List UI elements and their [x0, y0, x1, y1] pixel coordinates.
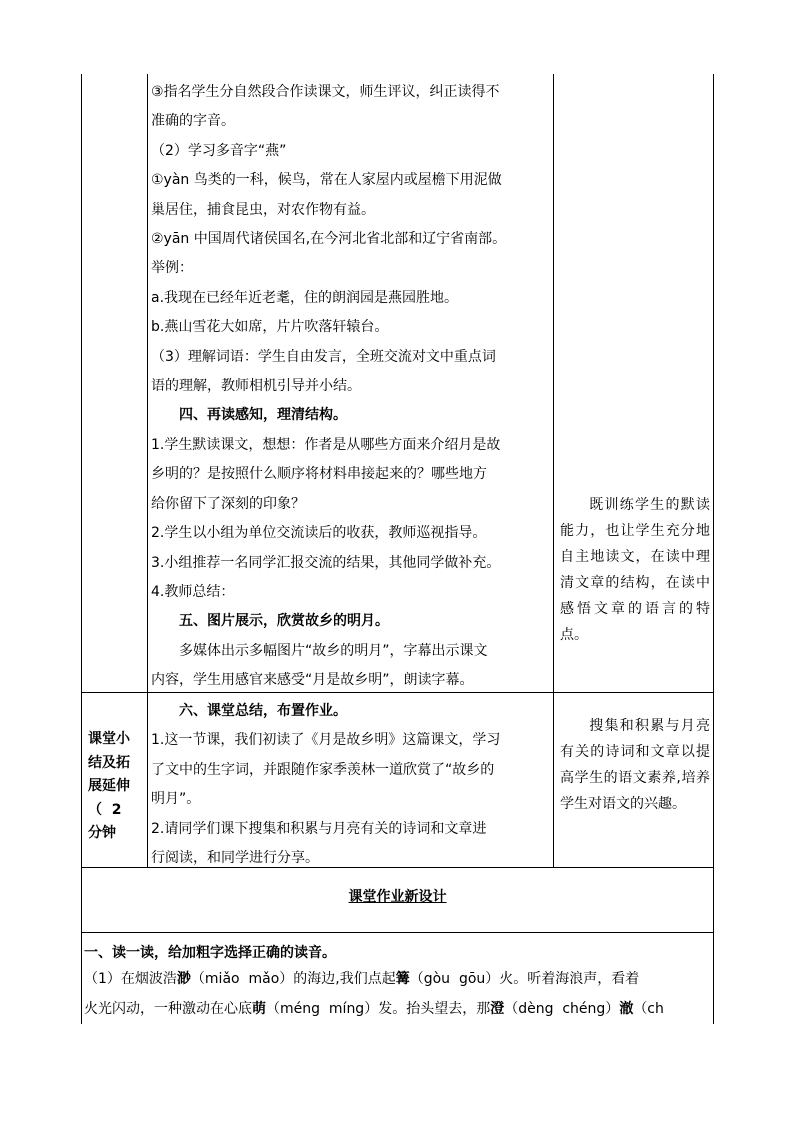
section-heading: 五、图片展示，欣赏故乡的明月。	[179, 613, 389, 630]
content-line: 1.这一节课，我们初读了《月是故乡明》这篇课文，学习	[151, 732, 501, 749]
content-line: 行阅读，和同学进行分享。	[151, 850, 319, 867]
content-line: （3）理解词语：学生自由发言，全班交流对文中重点词	[151, 348, 496, 365]
summary-label-cell	[88, 728, 146, 846]
content-line: 乡明的？是按照什么顺序将材料串接起来的？哪些地方	[151, 466, 487, 483]
content-line: 内容，学生用感官来感受“月是故乡明”，朗读字幕。	[151, 672, 474, 689]
table-border-right	[713, 74, 714, 1024]
content-line: b.燕山雪花大如席，片片吹落轩辕台。	[151, 319, 389, 336]
content-line: 3.小组推荐一名同学汇报交流的结果，其他同学做补充。	[151, 554, 501, 571]
bold-char: 萌	[252, 1001, 266, 1017]
content-line: 举例：	[151, 260, 193, 277]
content-line: ①yàn 鸟类的一科，候鸟，常在人家屋内或屋檐下用泥做	[151, 172, 502, 189]
column-divider-2	[553, 74, 554, 868]
upper-intent-cell	[560, 492, 710, 648]
section-heading: 六、课堂总结，布置作业。	[179, 703, 347, 719]
content-line: ②yān 中国周代诸侯国名,在今河北省北部和辽宁省南部。	[151, 231, 507, 248]
content-line: 明月”。	[151, 791, 201, 808]
content-line: 4.教师总结：	[151, 583, 235, 600]
label-line: 分钟	[88, 825, 116, 841]
content-line: （2）学习多音字“燕”	[151, 142, 287, 159]
label-line: 展延伸	[88, 778, 130, 794]
label-line: 结及拓	[88, 754, 130, 771]
column-divider-1	[147, 74, 148, 868]
bold-char: 澈	[619, 1001, 634, 1017]
row-divider-3	[81, 932, 714, 933]
bold-char: 澄	[490, 1001, 505, 1017]
content-line: 2.请同学们课下搜集和积累与月亮有关的诗词和文章进	[151, 820, 487, 837]
content-line: 语的理解，教师相机引导并小结。	[151, 378, 361, 395]
content-line: 给你留下了深刻的印象？	[151, 495, 305, 512]
bold-char: 渺	[176, 971, 191, 987]
content-line: 巢居住，捕食昆虫，对农作物有益。	[151, 201, 375, 218]
bold-char: 篝	[395, 971, 410, 987]
upper-content-cell	[151, 78, 551, 696]
summary-intent-cell	[560, 713, 710, 817]
label-line: （ 2	[88, 801, 122, 818]
label-line: 课堂小	[88, 731, 130, 747]
homework-title: 课堂作业新设计	[348, 889, 447, 905]
content-line: 2.学生以小组为单位交流读后的收获，教师巡视指导。	[151, 525, 487, 542]
homework-line-2: 火光闪动，一种激动在心底萌（méng míng）发。抬头望去，那澄（dèng chéng）澈（ch	[84, 1001, 664, 1017]
homework-heading: 一、读一读，给加粗字选择正确的读音。	[84, 945, 336, 961]
content-line: 了文中的生字词，并跟随作家季羡林一道欣赏了“故乡的	[151, 761, 495, 778]
design-intent-text: 搜集和积累与月亮有关的诗词和文章以提高学生的语文素养,培养学生对语文的兴趣。	[560, 718, 710, 812]
content-line: a.我现在已经年近老耄，住的朗润园是燕园胜地。	[151, 289, 459, 306]
content-line: 1.学生默读课文，想想：作者是从哪些方面来介绍月是故	[151, 436, 501, 453]
design-intent-text: 既训练学生的默读能力，也让学生充分地自主地读文，在读中理清文章的结构，在读中感悟文章的语言的特点。	[560, 497, 710, 643]
content-line: 准确的字音。	[151, 113, 235, 130]
table-border-left	[81, 74, 82, 1024]
content-line: 多媒体出示多幅图片“故乡的明月”，字幕出示课文	[179, 642, 488, 659]
content-line: ③指名学生分自然段合作读课文，师生评议，纠正读得不	[151, 84, 500, 100]
section-heading: 四、再读感知，理清结构。	[179, 407, 347, 424]
homework-line-1: （1）在烟波浩渺（miǎo mǎo）的海边,我们点起篝（gòu gōu）火。听着海浪声，看着	[84, 971, 640, 987]
summary-content-cell	[151, 697, 551, 873]
